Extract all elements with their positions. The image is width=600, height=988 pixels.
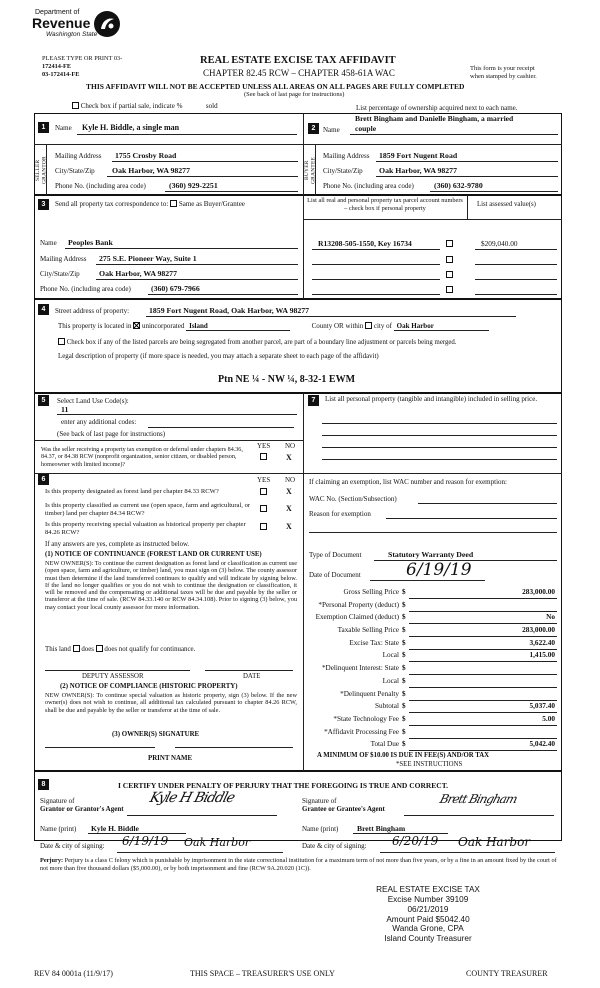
street-address-label: Street address of property: [55,307,130,315]
dollar-sign: $ [402,613,406,622]
dollar-sign: $ [402,689,406,698]
does-label: does [81,646,94,653]
seller-name-label: Name [55,124,72,132]
tax-row [309,639,559,652]
partial-sale-label: Check box if partial sale, indicate % [80,102,183,110]
doc-date-value: 6/19/19 [406,560,472,580]
form-chapter: CHAPTER 82.45 RCW – CHAPTER 458-61A WAC [203,68,395,78]
same-as-buyer-checkbox[interactable] [170,200,177,207]
street-address-value: 1859 Fort Nugent Road, Oak Harbor, WA 98277 [149,306,310,315]
grantee-signature: Brett Bingham [438,792,519,806]
print-name-label: PRINT NAME [148,755,193,762]
forest-land-yes-checkbox[interactable] [260,488,267,497]
ref-number-2: 03-172414-FE [42,71,80,78]
form-title: REAL ESTATE EXCISE TAX AFFIDAVIT [200,55,396,66]
sec5-yes-header: YES [257,442,271,450]
buyer-name-line1: Brett Bingham and Danielle Bingham, a married [355,114,514,123]
seller-mailing-value: 1755 Crosby Road [115,151,177,160]
tax-row-value: 3,622.40 [529,637,555,647]
dollar-sign: $ [402,600,406,609]
partial-sale-row [72,102,218,110]
tax-row [309,677,559,690]
tax-mailing-label: Mailing Address [40,255,87,263]
county-name: Island [186,322,290,331]
notice-continuance-text: NEW OWNER(S): To continue the current designation as forest land or classification as current use (open space, farm and agriculture, or timber) land, you must sign on (3) below. The county assessor must then determine if the land transferred continues to qualify and will indicate by signing below. If the land no longer qualifies or you do not wish to continue the designation or classification, it will be removed and the compensating or additional taxes will be due and payable by the seller or transferor at the time of sale. (RCW 84.33.140 or RCW 84.34.108). Prior to signing (3) below, you may contact your local county assessor for more information. [45,560,297,611]
tax-calc-table [309,588,559,753]
send-correspondence-label: Send all property tax correspondence to: [55,200,169,208]
grantor-signature-label-1: Signature of [40,797,75,805]
logo-text-state: Washington State [46,31,98,38]
grantee-date-city-label: Date & city of signing: [302,842,367,850]
tax-row-value: 1,415.00 [529,650,555,660]
see-back-instructions: (See back of last page for instructions) [244,91,345,98]
perjury-label: Perjury: [40,857,64,864]
this-land-label: This land [45,646,71,653]
buyer-phone-value: (360) 632-9780 [434,181,483,190]
tax-row [309,588,559,601]
tax-mailing-value: 275 S.E. Pioneer Way, Suite 1 [99,254,197,263]
grantor-city: Oak Harbor [184,836,251,849]
doc-type-label: Type of Document [309,551,362,559]
tax-city-label: City/State/Zip [40,270,80,278]
partial-sale-sold: sold [205,102,218,110]
doc-date-label: Date of Document [309,571,361,579]
parcel-number: R13208-505-1550, Key 16734 [318,239,412,248]
notice-continuance-title: (1) NOTICE OF CONTINUANCE (FOREST LAND OR CURRENT USE) [45,551,262,558]
tax-row [309,626,559,639]
treasurer-stamp [348,885,508,944]
forest-land-answer: X [286,487,292,496]
section-6-badge: 6 [38,474,49,485]
segregated-label: Check box if any of the listed parcels are being segregated from another parcel, are part of a boundary line adjustment or parcels being merged. [66,339,457,346]
historic-question: Is this property receiving special valuation as historical property per chapter 84.26 RCW? [45,521,246,536]
if-yes-note: If any answers are yes, complete as instructed below. [45,541,190,548]
tax-city-value: Oak Harbor, WA 98277 [99,269,177,278]
county-or-label: County OR [311,322,344,330]
parcel-header: List all real and personal property tax parcel account numbers – check box if personal property [307,197,463,212]
seller-city-value: Oak Harbor, WA 98277 [112,166,190,175]
legal-description-value: Ptn NE ¼ - NW ¼, 8-32-1 EWM [218,374,356,385]
grantor-signature-label-2: Grantor or Grantor's Agent [40,805,124,813]
personal-property-label: List all personal property (tangible and intangible) included in selling price. [325,395,538,403]
tax-row-label: Exemption Claimed (deduct) [315,613,399,622]
receipt-note-2: when stamped by cashier. [470,73,537,80]
dollar-sign: $ [402,638,406,647]
exemption-no-answer: X [286,453,292,462]
certify-statement: I CERTIFY UNDER PENALTY OF PERJURY THAT THE FOREGOING IS TRUE AND CORRECT. [118,781,449,790]
qualify-row [45,645,195,654]
grantee-signature-label-2: Grantee or Grantee's Agent [302,805,385,813]
exemption-question: Was the seller receiving a property tax exemption or deferral under chapters 84.36, 84.37, or 84.38 RCW (nonprofit organization, senior citizen, or disabled person, homeowner with limited income)? [41,447,243,468]
grantor-name-print: Kyle H. Biddle [91,824,139,833]
grantee-city: Oak Harbor [458,835,531,849]
dollar-sign: $ [402,702,406,711]
segregated-checkbox[interactable] [58,338,65,345]
buyer-mailing-value: 1859 Fort Nugent Road [379,151,458,160]
seller-grantor-label: SELLER GRANTOR [35,156,48,184]
assessed-header: List assessed value(s) [477,201,536,208]
stamp-line-2: Excise Number 39109 [387,894,469,904]
ownership-note: List percentage of ownership acquired next to each name. [356,104,518,112]
tax-row-label: Total Due [370,740,399,749]
tax-row [309,728,559,741]
section-7-badge: 7 [308,395,319,406]
owner-signature-label: (3) OWNER(S) SIGNATURE [112,731,200,738]
does-not-label: does not qualify for continuance. [104,646,196,653]
doc-type-value: Statutory Warranty Deed [388,550,474,559]
tax-row-label: *Affidavit Processing Fee [324,727,399,736]
grantee-name-print-label: Name (print) [302,825,339,833]
tax-row-label: *Delinquent Penalty [340,689,399,698]
tax-row [309,690,559,703]
section-2-badge: 2 [308,123,319,134]
please-type-note: PLEASE TYPE OR PRINT 03- [42,55,123,62]
land-use-label: Select Land Use Code(s): [57,397,129,405]
stamp-line-5: Wanda Grone, CPA [392,924,464,934]
parcel-row-3-checkbox[interactable] [446,271,453,280]
land-use-value: 11 [61,405,69,414]
tax-row-label: *Delinquent Interest: State [321,664,399,673]
segregated-row [58,338,457,347]
city-checkbox[interactable] [365,322,372,329]
deputy-assessor-label: DEPUTY ASSESSOR [82,673,144,680]
parcel-row-2-checkbox[interactable] [446,256,453,265]
notice-compliance-title: (2) NOTICE OF COMPLIANCE (HISTORIC PROPERTY) [60,683,238,690]
current-use-question: Is this property classified as current use (open space, farm and agricultural, or timber) land per chapter 84.34 RCW? [45,502,251,517]
section-1-badge: 1 [38,122,49,133]
dollar-sign: $ [402,626,406,635]
seller-mailing-label: Mailing Address [55,152,102,160]
notice-compliance-text: NEW OWNER(S): To continue special valuation as historic property, sign (3) below. If the new owner(s) does not wish to continue, all additional tax calculated pursuant to chapter 84.26 RCW, shall be due and payable by the seller or transferor at the time of sale. [45,692,297,714]
parcel-row-1-checkbox[interactable] [446,240,453,249]
located-in-label: This property is located in [58,322,132,330]
additional-codes-label: enter any additional codes: [61,418,137,426]
logo-text-department: Department of [35,9,80,16]
ref-number-1: 172414-FE [42,63,72,70]
county-treasurer-label: COUNTY TREASURER [466,969,548,978]
tax-row [309,702,559,715]
does-checkbox[interactable] [73,645,80,652]
tax-row-label: Gross Selling Price [343,588,399,596]
tax-row-value: 5.00 [542,713,555,723]
grantee-name-print: Brett Bingham [357,824,406,833]
forest-land-question: Is this property designated as forest land per chapter 84.33 RCW? [45,488,219,495]
dor-logo [32,9,124,45]
assessed-value: $209,040.00 [481,239,518,248]
minimum-fee-note: A MINIMUM OF $10.00 IS DUE IN FEE(S) AND/OR TAX [317,752,490,759]
tax-row [309,715,559,728]
dollar-sign: $ [402,651,406,660]
logo-text-revenue: Revenue [32,15,91,31]
city-name: Oak Harbor [394,322,489,331]
buyer-city-value: Oak Harbor, WA 98277 [379,166,457,175]
tax-row [309,601,559,614]
buyer-name-label: Name [323,126,340,134]
section-8-badge: 8 [38,779,49,790]
unincorporated-checkbox[interactable] [133,322,140,329]
grantor-date-city-label: Date & city of signing: [40,842,105,850]
sec6-yes-header: YES [257,476,271,484]
tax-row-value: 5,042.40 [529,739,555,749]
form-revision: REV 84 0001a (11/9/17) [34,969,113,978]
located-in-row [58,322,489,331]
dollar-sign: $ [402,676,406,685]
grantor-name-print-label: Name (print) [40,825,77,833]
tax-name-value: Peoples Bank [68,238,113,247]
sec6-no-header: NO [285,476,296,484]
section-5-badge: 5 [38,395,49,406]
same-as-buyer-label: Same as Buyer/Grantee [178,200,245,208]
tax-row-label: Local [382,676,399,685]
seller-phone-label: Phone No. (including area code) [55,182,146,190]
stamp-line-1: REAL ESTATE EXCISE TAX [376,885,480,894]
exemption-reason-label: Reason for exemption [309,510,371,518]
stamp-line-4: Amount Paid $5042.40 [386,914,470,924]
seller-city-label: City/State/Zip [55,167,95,175]
tax-name-label: Name [40,239,57,247]
dollar-sign: $ [402,727,406,736]
within-label: within [345,322,364,330]
buyer-city-label: City/State/Zip [323,167,363,175]
city-of-label: city of [373,322,392,330]
buyer-name-line2: couple [355,124,377,133]
sec5-no-header: NO [285,442,296,450]
parcel-row-4-checkbox[interactable] [446,286,453,295]
seller-phone-value: (360) 929-2251 [169,181,218,190]
perjury-notice [40,857,560,873]
section-4-badge: 4 [38,304,49,315]
tax-row-value: 283,000.00 [522,587,555,596]
dollar-sign: $ [402,740,406,749]
historic-yes-checkbox[interactable] [260,523,267,532]
see-instructions-note: *SEE INSTRUCTIONS [396,761,463,768]
grantor-date: 6/19/19 [122,834,169,848]
tax-row [309,664,559,677]
legal-description-label: Legal description of property (if more space is needed, you may attach a separate sheet to each page of the affidavit) [58,353,379,360]
tax-row-value: No [546,612,555,622]
historic-answer: X [286,522,292,531]
tax-row [309,651,559,664]
dollar-sign: $ [402,664,406,673]
grantee-signature-label-1: Signature of [302,797,337,805]
buyer-phone-label: Phone No. (including area code) [323,182,414,190]
buyer-mailing-label: Mailing Address [323,152,370,160]
dollar-sign: $ [402,714,406,723]
perjury-text: Perjury is a class C felony which is punishable by imprisonment in the state correctional institution for a maximum term of not more than five years, or by a fine in an amount fixed by the court of not more than five thousand dollars ($5,000.00), or by both imprisonment and fine (RCW 9A.20.020 (1C)). [40,857,557,872]
receipt-note-1: This form is your receipt [470,65,535,72]
stamp-line-6: Island County Treasurer [384,934,472,944]
current-use-yes-checkbox[interactable] [260,505,267,514]
dollar-sign: $ [402,588,406,596]
wac-label: WAC No. (Section/Subsection) [309,495,397,503]
tax-row-value: 5,037.40 [529,701,555,711]
land-use-see-back: (See back of last page for instructions) [57,430,166,438]
partial-sale-checkbox[interactable] [72,102,79,109]
tax-row-label: *State Technology Fee [333,714,399,723]
dor-emblem-icon [92,9,122,39]
deputy-date-label: DATE [243,673,261,680]
treasurer-use-only: THIS SPACE – TREASURER'S USE ONLY [190,969,335,978]
tax-row-label: Local [382,651,399,660]
tax-row-label: Subtotal [375,702,399,711]
exemption-yes-checkbox[interactable] [260,453,267,462]
send-correspondence-row [55,200,245,208]
tax-phone-label: Phone No. (including area code) [40,285,131,293]
unincorporated-label: unincorporated [141,322,185,330]
section-3-badge: 3 [38,199,49,210]
seller-name-value: Kyle H. Biddle, a single man [82,123,180,132]
grantor-signature: Kyle H Biddle [147,790,237,806]
tax-row-value: 283,000.00 [522,625,555,635]
exemption-claim-label: If claiming an exemption, list WAC number and reason for exemption: [309,478,507,486]
tax-row-label: Excise Tax: State [349,638,399,647]
stamp-line-3: 06/21/2019 [407,904,449,914]
current-use-answer: X [286,504,292,513]
grantee-date: 6/20/19 [392,834,439,848]
buyer-grantee-label: BUYER GRANTEE [304,156,317,184]
tax-row-label: *Personal Property (deduct) [318,600,399,609]
does-not-checkbox[interactable] [96,645,103,652]
tax-row-label: Taxable Selling Price [337,626,399,635]
tax-phone-value: (360) 679-7966 [151,284,200,293]
fully-completed-warning: THIS AFFIDAVIT WILL NOT BE ACCEPTED UNLESS ALL AREAS ON ALL PAGES ARE FULLY COMPLETED [86,82,465,91]
